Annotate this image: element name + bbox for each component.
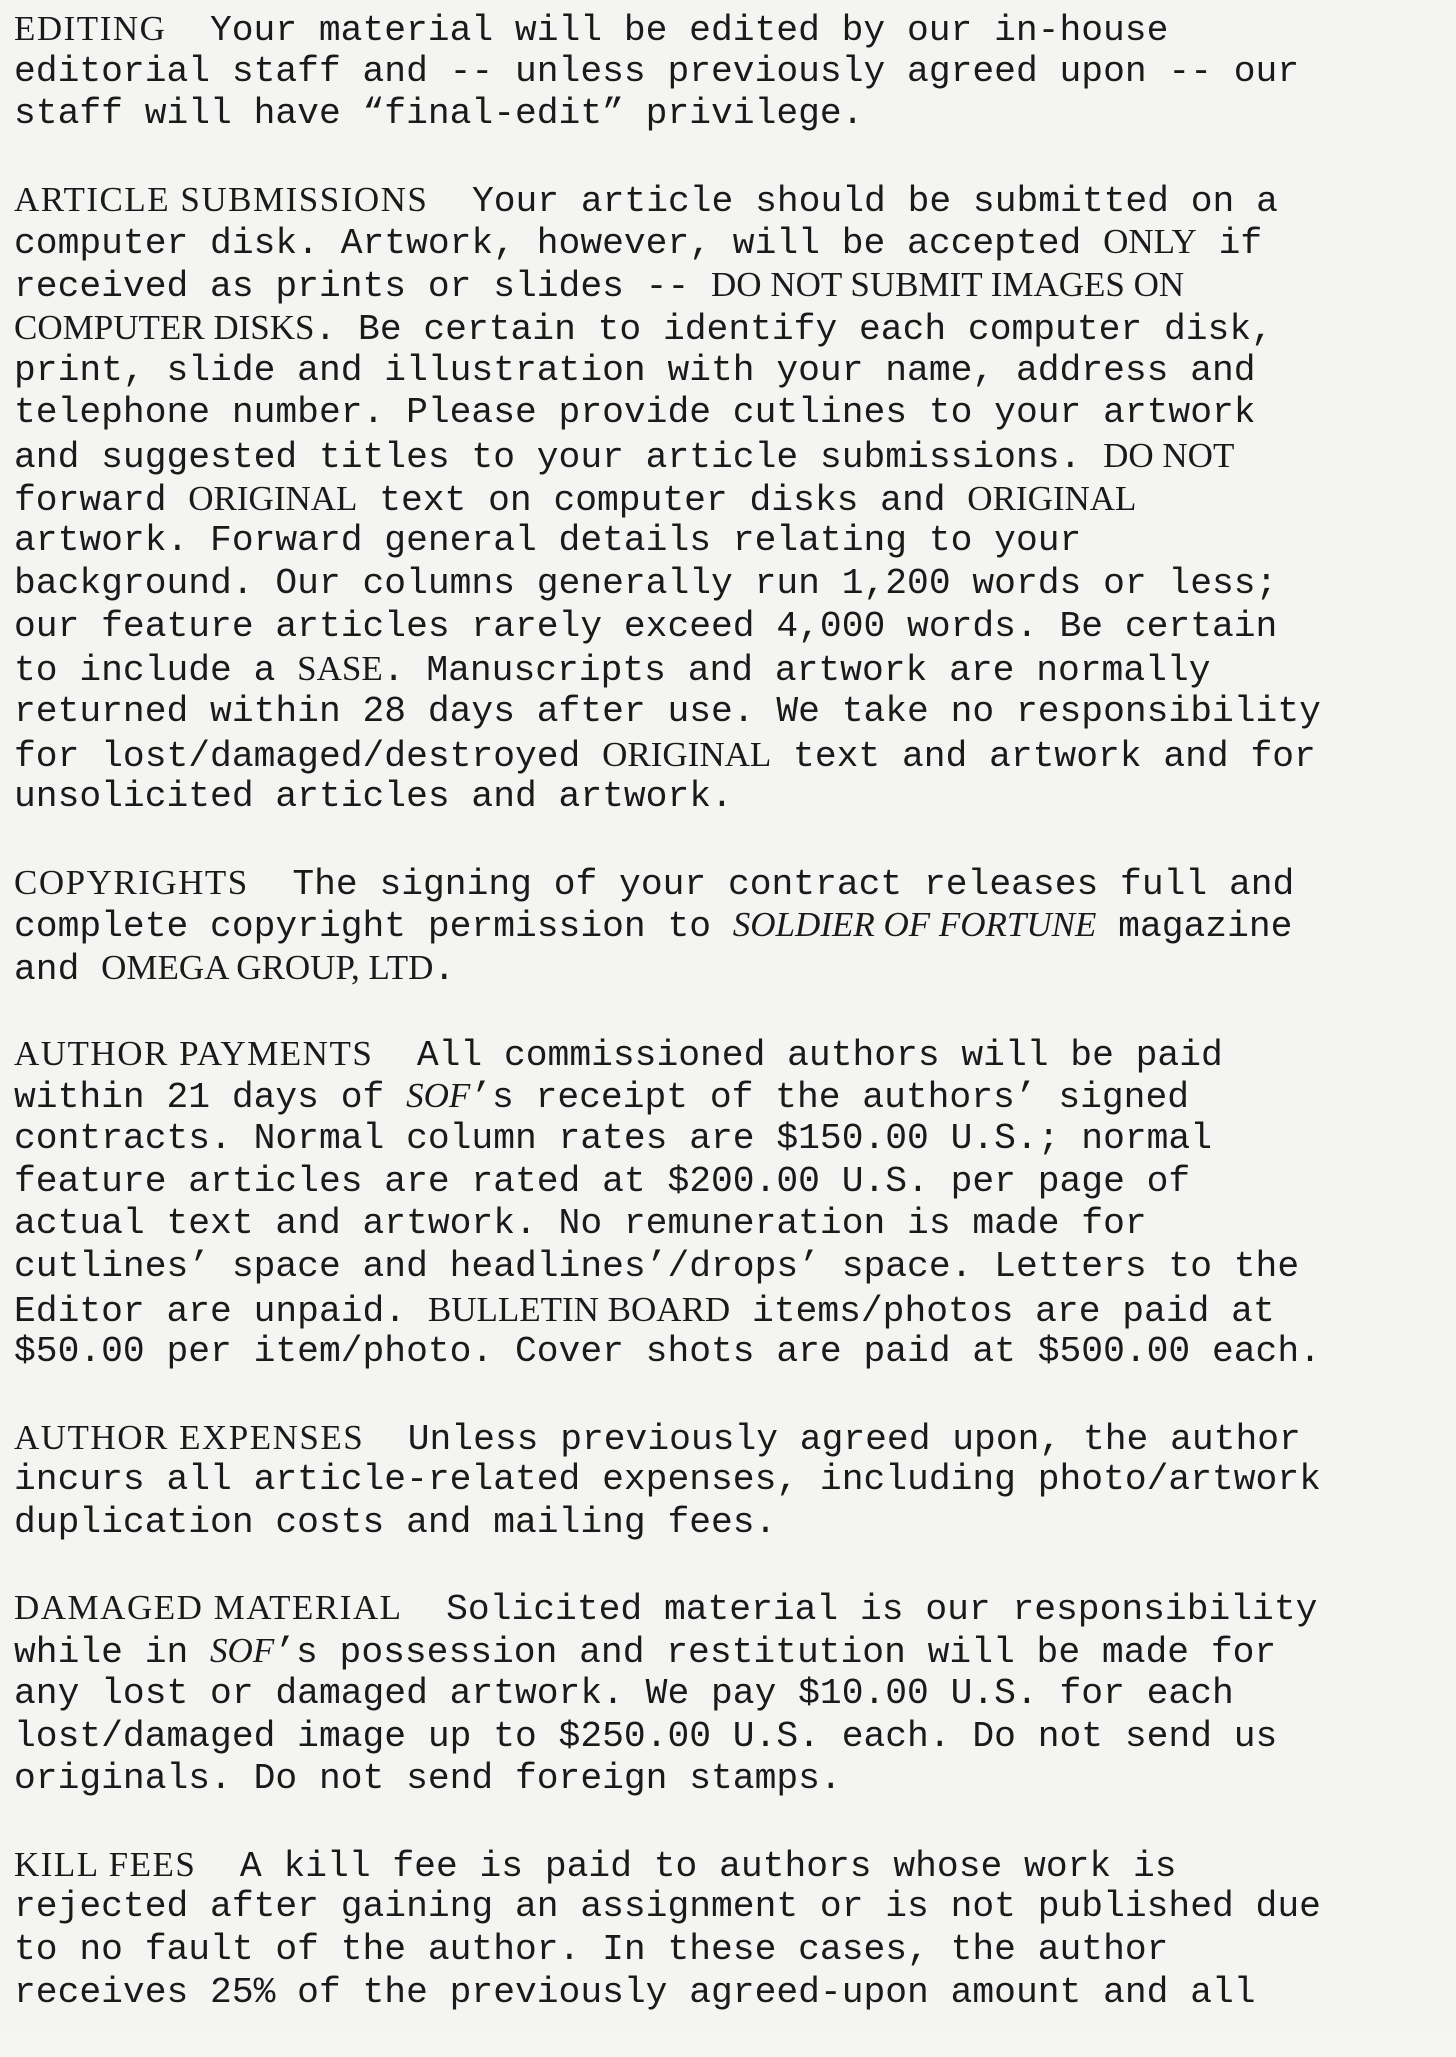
section-author-expenses [14, 1417, 1450, 1545]
text-line [14, 1844, 1450, 1887]
section-heading: KILL FEES [14, 1844, 197, 1884]
text-segment: our feature articles rarely exceed 4,000 words. Be certain [14, 605, 1278, 647]
text-line [14, 1758, 1450, 1801]
text-segment: originals. Do not send foreign stamps. [14, 1758, 842, 1800]
text-segment: to no fault of the author. In these cases, the author [14, 1928, 1169, 1970]
text-segment: Unless previously agreed upon, the author [364, 1418, 1301, 1460]
text-line [14, 1459, 1450, 1502]
text-line [14, 1289, 1450, 1332]
text-segment: All commissioned authors will be paid [373, 1034, 1223, 1076]
text-segment: contracts. Normal column rates are $150.00 U.S.; normal [14, 1117, 1212, 1159]
text-segment: . Be certain to identify each computer disk, [314, 308, 1273, 350]
section-damaged-material [14, 1587, 1450, 1800]
text-line [14, 1033, 1450, 1076]
text-line [14, 862, 1450, 905]
italic-text: SOF [210, 1631, 275, 1671]
text-segment: to include a [14, 650, 298, 692]
text-line [14, 93, 1450, 136]
text-line [14, 1587, 1450, 1630]
text-line [14, 307, 1450, 350]
text-line [14, 8, 1450, 51]
text-segment: Your material will be edited by our in-house [166, 10, 1169, 51]
text-segment: SASE [297, 649, 383, 689]
italic-text: SOF [406, 1076, 471, 1116]
section-heading: ARTICLE SUBMISSIONS [14, 179, 429, 219]
text-segment: ’s receipt of the authors’ signed [470, 1077, 1190, 1119]
text-segment: lost/damaged image up to $250.00 U.S. each. Do not send us [14, 1715, 1278, 1757]
text-line [14, 478, 1450, 521]
text-line [14, 51, 1450, 94]
text-line [14, 691, 1450, 734]
text-line [14, 520, 1450, 563]
text-segment: Solicited material is our responsibility [402, 1589, 1318, 1631]
section-kill-fees [14, 1844, 1450, 2015]
text-line [14, 1075, 1450, 1118]
text-segment: background. Our columns generally run 1,200 words or less; [14, 562, 1278, 604]
text-segment: ONLY [1103, 222, 1197, 262]
text-segment: telephone number. Please provide cutlines to your artwork [14, 392, 1256, 434]
text-segment: receives 25% of the previously agreed-upon amount and all [14, 1971, 1256, 2013]
text-segment: A kill fee is paid to authors whose work is [196, 1845, 1177, 1887]
text-line [14, 179, 1450, 222]
text-line [14, 648, 1450, 691]
text-line [14, 1331, 1450, 1374]
text-segment: $50.00 per item/photo. Cover shots are paid at $500.00 each. [14, 1331, 1321, 1373]
text-segment: forward [14, 479, 189, 521]
text-segment: Editor are unpaid. [14, 1290, 428, 1332]
text-line [14, 392, 1450, 435]
text-segment: text and artwork and for [771, 735, 1316, 777]
section-author-payments [14, 1033, 1450, 1375]
text-segment: any lost or damaged artwork. We pay $10.00 U.S. for each [14, 1672, 1234, 1714]
text-line [14, 606, 1450, 649]
text-segment: rejected after gaining an assignment or is not published due [14, 1886, 1321, 1928]
text-line [14, 1673, 1450, 1716]
text-segment: ORIGINAL [602, 734, 772, 774]
section-heading: AUTHOR PAYMENTS [14, 1033, 374, 1073]
text-segment: while in [14, 1632, 211, 1674]
section-editing [14, 8, 1450, 136]
text-line [14, 1972, 1450, 2015]
section-heading: DAMAGED MATERIAL [14, 1588, 403, 1628]
section-article-submissions [14, 179, 1450, 819]
text-segment: staff will have “final-edit” privilege. [14, 93, 864, 135]
text-segment: artwork. Forward general details relating to your [14, 520, 1082, 562]
text-segment: if [1196, 223, 1263, 265]
text-line [14, 947, 1450, 990]
text-line [14, 1161, 1450, 1204]
text-line [14, 563, 1450, 606]
text-line [14, 221, 1450, 264]
text-segment: unsolicited articles and artwork. [14, 776, 733, 818]
text-segment: duplication costs and mailing fees. [14, 1502, 777, 1544]
document-body [14, 8, 1450, 2057]
text-segment: print, slide and illustration with your name, address and [14, 349, 1256, 391]
text-segment: and [14, 949, 102, 991]
text-line [14, 776, 1450, 819]
text-segment: within 21 days of [14, 1077, 407, 1119]
text-segment: ORIGINAL [188, 478, 358, 518]
text-segment: magazine [1096, 906, 1293, 948]
text-segment: OMEGA GROUP, LTD [101, 948, 434, 988]
text-segment: DO NOT [1103, 435, 1235, 475]
text-segment: and suggested titles to your article submissions. [14, 436, 1104, 478]
text-segment: cutlines’ space and headlines’/drops’ space. Letters to the [14, 1245, 1300, 1287]
text-segment: . [433, 949, 456, 991]
section-heading: COPYRIGHTS [14, 862, 249, 902]
text-line [14, 1203, 1450, 1246]
text-segment: computer disk. Artwork, however, will be accepted [14, 223, 1104, 265]
text-line [14, 734, 1450, 777]
text-segment: ORIGINAL [967, 478, 1137, 518]
text-line [14, 1929, 1450, 1972]
text-line [14, 904, 1450, 947]
text-segment: text on computer disks and [357, 479, 968, 521]
text-segment: . Manuscripts and artwork are normally [382, 650, 1211, 692]
text-segment: editorial staff and -- unless previously agreed upon -- our [14, 50, 1300, 92]
text-segment: DO NOT SUBMIT IMAGES ON [711, 265, 1185, 305]
text-segment: complete copyright permission to [14, 906, 733, 948]
italic-text: SOLDIER OF FORTUNE [732, 905, 1097, 945]
text-line [14, 1716, 1450, 1759]
text-segment: items/photos are paid at [730, 1290, 1275, 1332]
text-segment: COMPUTER DISKS [14, 307, 315, 347]
text-line [14, 1630, 1450, 1673]
text-line [14, 1246, 1450, 1289]
section-heading: EDITING [14, 9, 167, 48]
section-copyrights [14, 862, 1450, 990]
text-segment: for lost/damaged/destroyed [14, 735, 603, 777]
text-segment: feature articles are rated at $200.00 U.S. per page of [14, 1160, 1191, 1202]
text-line [14, 1118, 1450, 1161]
text-segment: BULLETIN BOARD [427, 1289, 731, 1329]
text-segment: returned within 28 days after use. We take no responsibility [14, 691, 1321, 732]
text-line [14, 264, 1450, 307]
text-segment: actual text and artwork. No remuneration is made for [14, 1203, 1147, 1245]
text-segment: The signing of your contract releases full and [248, 863, 1295, 905]
text-segment: ’s possession and restitution will be made for [274, 1632, 1277, 1674]
text-line [14, 350, 1450, 393]
text-line [14, 1417, 1450, 1460]
text-line [14, 1502, 1450, 1545]
text-line [14, 435, 1450, 478]
text-line [14, 1886, 1450, 1929]
section-heading: AUTHOR EXPENSES [14, 1417, 365, 1457]
text-segment: Your article should be submitted on a [428, 180, 1278, 222]
text-segment: received as prints or slides -- [14, 266, 712, 308]
text-segment: incurs all article-related expenses, including photo/artwork [14, 1459, 1321, 1501]
